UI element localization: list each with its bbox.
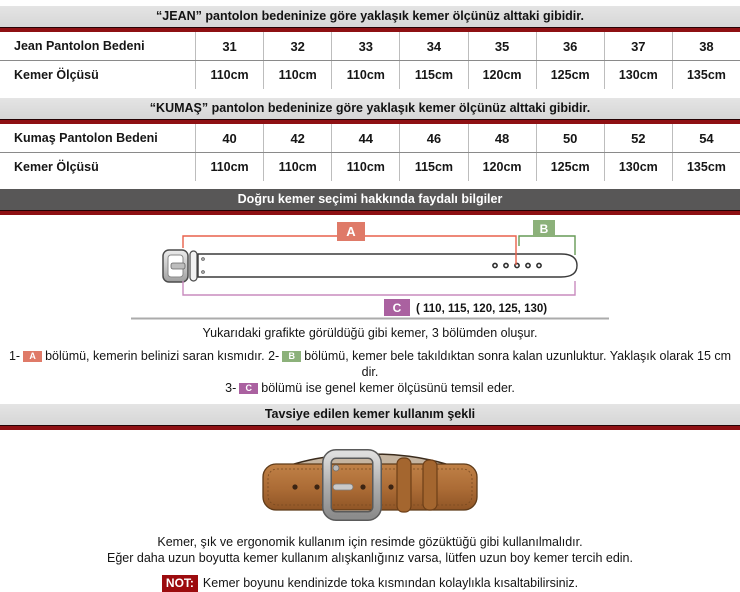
jean-size-cell: 33: [331, 32, 399, 60]
kumas-belt-cell: 125cm: [536, 153, 604, 181]
buckle-prong: [333, 484, 353, 490]
jean-belt-cell: 125cm: [536, 61, 604, 89]
explanation-items-line1: [0, 348, 740, 380]
belt-photo: [245, 434, 495, 524]
jean-size-cell: 31: [195, 32, 263, 60]
usage-line1: Kemer, şık ve ergonomik kullanım için resimde gözüktüğü gibi kullanılmalıdır.: [157, 535, 583, 549]
jean-belt-cell: 135cm: [672, 61, 740, 89]
item2-text: bölümü, kemer bele takıldıktan sonra kalan uzunluktur. Yaklaşık olarak 15 cm dir.: [304, 349, 732, 379]
kumas-sizes-row-label: Kumaş Pantolon Bedeni: [14, 131, 158, 145]
belt-strap: [198, 254, 577, 277]
section-b-chip: B: [282, 351, 301, 362]
belt-photo-keeper: [397, 458, 411, 512]
recommendation-bar-title: Tavsiye edilen kemer kullanım şekli: [0, 404, 740, 425]
kumas-belt-cell: 110cm: [263, 153, 331, 181]
jean-size-cell: 32: [263, 32, 331, 60]
jean-belt-cell: 115cm: [399, 61, 467, 89]
jean-sizes-row-label: Jean Pantolon Bedeni: [14, 39, 145, 53]
belt-photo-container: [0, 430, 740, 529]
kumas-belt-cell: 135cm: [672, 153, 740, 181]
jean-size-cell: 38: [672, 32, 740, 60]
kumas-belt-cell: 115cm: [399, 153, 467, 181]
belt-diagram: [0, 215, 740, 320]
belt-photo-keeper: [423, 460, 437, 510]
belt-outline-drawing: [163, 250, 577, 282]
bracket-c: [183, 281, 575, 295]
kumas-size-cell: 54: [672, 124, 740, 152]
buckle-emblem: [333, 465, 339, 471]
kumas-header-text: pantolon bedeninize göre yaklaşık kemer ölçünüz alttaki gibidir.: [208, 101, 591, 115]
info-bar-title: Doğru kemer seçimi hakkında faydalı bilgiler: [0, 189, 740, 210]
kumas-size-cell: 44: [331, 124, 399, 152]
item2-prefix: 2-: [268, 349, 280, 363]
kumas-header-quoted: “KUMAŞ”: [149, 101, 209, 115]
c-values-text: ( 110, 115, 120, 125, 130): [416, 303, 548, 315]
jean-belt-cell: 130cm: [604, 61, 672, 89]
note-text: Kemer boyunu kendinizde toka kısmından kolaylıkla kısaltabilirsiniz.: [202, 576, 579, 590]
kumas-size-cell: 40: [195, 124, 263, 152]
label-a-text: A: [346, 224, 356, 239]
kumas-size-cell: 48: [468, 124, 536, 152]
note-line: [0, 575, 740, 591]
kumas-size-cell: 46: [399, 124, 467, 152]
jean-size-cell: 35: [468, 32, 536, 60]
item3-prefix: 3-: [225, 381, 237, 395]
buckle-prong: [171, 263, 185, 269]
jean-belt-cell: 120cm: [468, 61, 536, 89]
jean-header-bar: [0, 6, 740, 27]
jean-header-quoted: “JEAN”: [156, 9, 202, 23]
diagram-label-c: [384, 299, 410, 316]
kumas-sizes-row: [0, 124, 740, 153]
jean-size-cell: 34: [399, 32, 467, 60]
explanation-intro: Yukarıdaki grafikte görüldüğü gibi kemer, 3 bölümden oluşur.: [202, 326, 538, 340]
kumas-belt-cell: 110cm: [195, 153, 263, 181]
belt-keeper: [190, 251, 197, 281]
diagram-label-b: [533, 220, 555, 237]
jean-belt-row-label: Kemer Ölçüsü: [14, 68, 99, 82]
kumas-belt-row-label: Kemer Ölçüsü: [14, 160, 99, 174]
explanation-items-line2: [0, 380, 740, 396]
jean-size-cell: 36: [536, 32, 604, 60]
kumas-size-table: [0, 124, 740, 181]
kumas-size-cell: 50: [536, 124, 604, 152]
kumas-belt-cell: 110cm: [331, 153, 399, 181]
kumas-header-bar: [0, 98, 740, 119]
label-b-text: B: [539, 222, 549, 236]
diagram-label-a: [337, 222, 365, 241]
note-badge: NOT:: [162, 575, 198, 592]
item1-text: bölümü, kemerin belinizi saran kısmıdır.: [45, 349, 265, 363]
kumas-belt-cell: 130cm: [604, 153, 672, 181]
kumas-belt-row: [0, 153, 740, 181]
section-a-chip: A: [23, 351, 42, 362]
jean-size-cell: 37: [604, 32, 672, 60]
jean-size-table: [0, 32, 740, 89]
jean-belt-cell: 110cm: [331, 61, 399, 89]
kumas-belt-cell: 120cm: [468, 153, 536, 181]
jean-belt-row: [0, 61, 740, 89]
item3-text: bölümü ise genel kemer ölçüsünü temsil eder.: [261, 381, 515, 395]
jean-header-text: pantolon bedeninize göre yaklaşık kemer ölçünüz alttaki gibidir.: [201, 9, 584, 23]
jean-belt-cell: 110cm: [195, 61, 263, 89]
item1-prefix: 1-: [8, 349, 21, 363]
section-c-chip: C: [239, 383, 258, 394]
jean-belt-cell: 110cm: [263, 61, 331, 89]
kumas-size-cell: 42: [263, 124, 331, 152]
label-c-text: C: [392, 301, 402, 315]
kumas-size-cell: 52: [604, 124, 672, 152]
usage-line2: Eğer daha uzun boyutta kemer kullanım alışkanlığınız varsa, lütfen uzun boy kemer tercih edin.: [107, 551, 633, 565]
bracket-b: [519, 236, 575, 255]
jean-sizes-row: [0, 32, 740, 61]
